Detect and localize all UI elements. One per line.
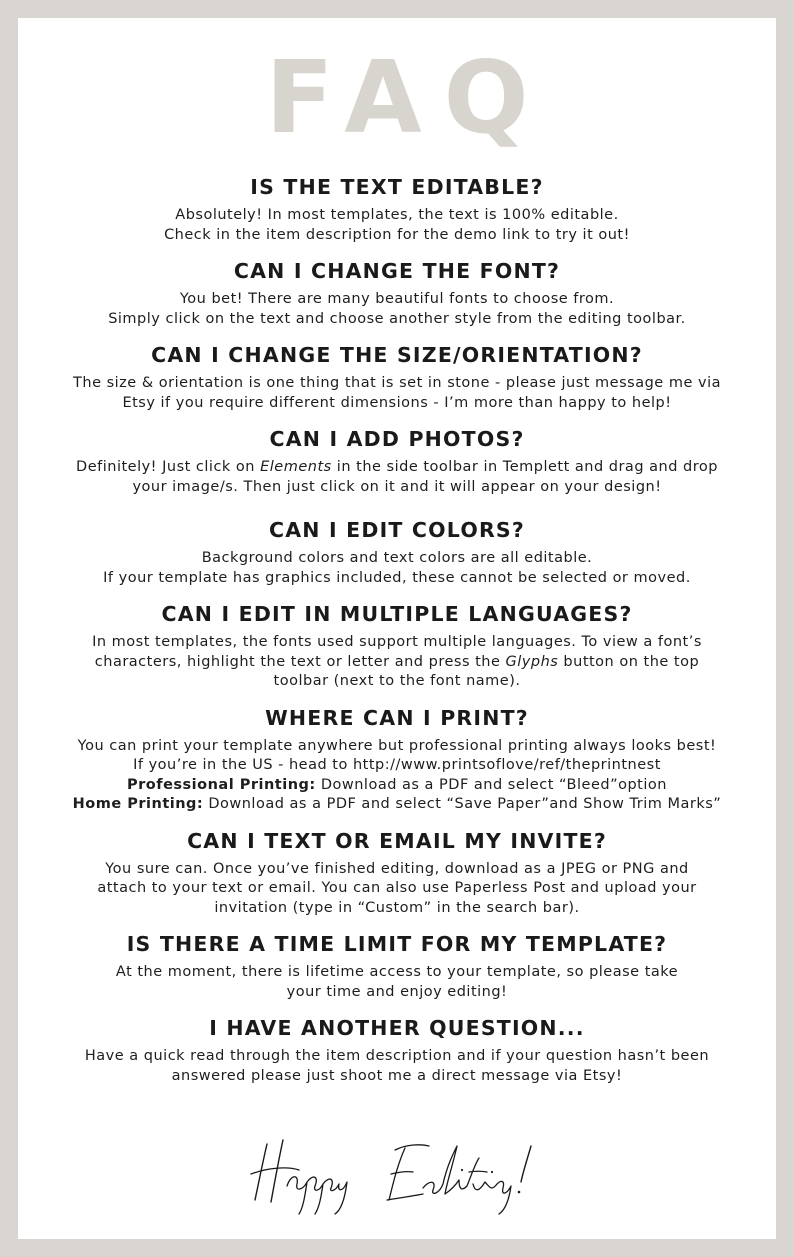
signature-stroke (521, 1146, 531, 1182)
signature-stroke (518, 1191, 521, 1194)
faq-item (18, 601, 776, 692)
signature-stroke (251, 1168, 299, 1174)
faq-item (18, 517, 776, 588)
faq-answer: The size & orientation is one thing that is set in stone - please just message me via Etsy if you require different dimensions - I’m more than happy to help! (73, 375, 721, 411)
signature (18, 1136, 776, 1218)
faq-question: CAN I EDIT IN MULTIPLE LANGUAGES? (161, 602, 633, 626)
faq-question: CAN I ADD PHOTOS? (269, 427, 525, 451)
faq-answer: Definitely! Just click on Elements in the side toolbar in Templett and drag and drop your image/s. Then just click on it and it will appear on your design! (76, 459, 718, 495)
faq-answer: Absolutely! In most templates, the text is 100% editable. Check in the item description for the demo link to try it out! (164, 207, 630, 243)
faq-answer: You can print your template anywhere but professional printing always looks best! If you’re in the US - head to http://www.printsoflove/ref/theprintnest Professional Printing: Download as a PDF and select “Bleed”option Home Printing: Download as a PDF and select “Save Paper”and Show Trim Marks” (72, 737, 722, 812)
signature-stroke (287, 1177, 347, 1214)
faq-answer: At the moment, there is lifetime access to your template, so please take your time and enjoy editing! (115, 964, 679, 1000)
signature-stroke (461, 1169, 463, 1171)
faq-question: WHERE CAN I PRINT? (265, 705, 529, 730)
home-printing-label: Home Printing: (72, 796, 204, 812)
happy-editing-signature (247, 1136, 547, 1214)
faq-item (18, 174, 776, 245)
faq-list (18, 174, 776, 1086)
signature-stroke (491, 1171, 493, 1173)
faq-question: CAN I CHANGE THE FONT? (233, 259, 561, 283)
faq-item (18, 258, 776, 329)
page-title: FAQ (265, 39, 551, 156)
faq-item (18, 828, 776, 919)
faq-item (18, 705, 776, 815)
faq-answer: In most templates, the fonts used support multiple languages. To view a font’s characters, highlight the text or letter and press the Glyphs button on the top toolbar (next to the font name). (92, 634, 702, 689)
faq-question: IS THE TEXT EDITABLE? (250, 175, 544, 199)
faq-question: CAN I CHANGE THE SIZE/ORIENTATION? (151, 343, 643, 367)
faq-question: CAN I TEXT OR EMAIL MY INVITE? (187, 828, 607, 853)
faq-answer: You sure can. Once you’ve finished editing, download as a JPEG or PNG and attach to your text or email. You can also use Paperless Post and upload your invitation (type in “Custom” in the search bar). (97, 860, 697, 916)
faq-item (18, 931, 776, 1002)
faq-answer: Background colors and text colors are all editable. If your template has graphics included, these cannot be selected or moved. (103, 550, 691, 586)
faq-question: IS THERE A TIME LIMIT FOR MY TEMPLATE? (126, 932, 668, 956)
faq-item (18, 426, 776, 497)
faq-item (18, 1015, 776, 1086)
faq-answer: You bet! There are many beautiful fonts to choose from. Simply click on the text and choose another style from the editing toolbar. (108, 291, 686, 327)
signature-stroke (271, 1140, 283, 1202)
faq-question: I HAVE ANOTHER QUESTION... (209, 1016, 585, 1040)
glyphs-emphasis: Glyphs (505, 653, 559, 670)
faq-item (18, 342, 776, 413)
faq-answer: Have a quick read through the item description and if your question hasn’t been answered please just shoot me a direct message via Etsy! (84, 1048, 710, 1084)
signature-stroke (423, 1146, 511, 1214)
elements-emphasis: Elements (260, 459, 332, 475)
professional-printing-label: Professional Printing: (127, 776, 316, 793)
faq-card (18, 18, 776, 1239)
faq-question: CAN I EDIT COLORS? (268, 518, 525, 542)
signature-stroke (387, 1145, 429, 1200)
